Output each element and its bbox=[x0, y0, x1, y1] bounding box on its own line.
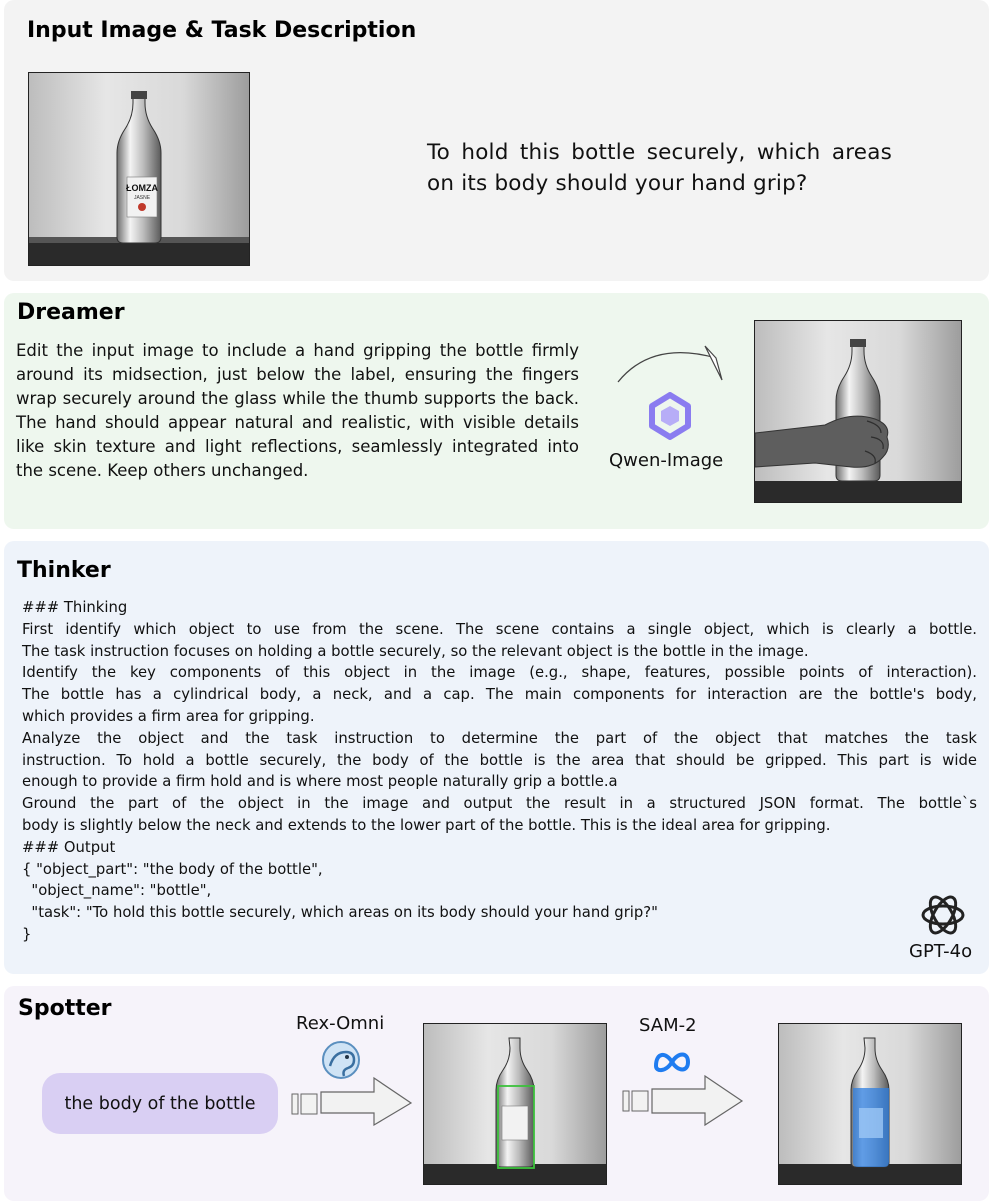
thinker-line: Ground the part of the object in the image and output the result in a structured JSON format. The bottle`s bbox=[22, 795, 977, 813]
thinker-line: ### Thinking bbox=[22, 599, 128, 616]
gpt4o-label: GPT-4o bbox=[909, 941, 973, 962]
qwen-logo-icon bbox=[646, 392, 694, 440]
detection-image bbox=[423, 1023, 607, 1185]
thinker-line: instruction. To hold a bottle securely, the body of the bottle is the area that should be gripped. This part is wide bbox=[22, 751, 977, 769]
arrow-to-segmentation bbox=[621, 1075, 746, 1127]
thinker-line: Analyze the object and the task instruction to determine the part of the object that matches the task bbox=[22, 729, 977, 747]
thinker-line: The bottle has a cylindrical body, a neck, and a cap. The main components for interaction are the bottle's body, bbox=[22, 686, 977, 704]
input-bottle-sublabel-text: JASNE bbox=[133, 195, 151, 201]
thinker-line: "object_name": "bottle", bbox=[22, 882, 212, 900]
qwen-image-label: Qwen-Image bbox=[609, 450, 724, 471]
thinker-line: { "object_part": "the body of the bottle", bbox=[22, 860, 323, 878]
thinker-line: ### Output bbox=[22, 838, 116, 856]
curved-arrow bbox=[612, 340, 727, 390]
thinker-line: "task": "To hold this bottle securely, which areas on its body should your hand grip?" bbox=[22, 904, 658, 922]
task-question: To hold this bottle securely, which areas on its body should your hand grip? bbox=[427, 140, 892, 196]
thinker-line: Identify the key components of this object in the image (e.g., shape, features, possible points of interaction). bbox=[22, 664, 977, 682]
thinker-reasoning bbox=[22, 597, 977, 946]
thinker-panel-title: Thinker bbox=[17, 558, 111, 583]
dreamer-hand-image bbox=[754, 320, 962, 503]
thinker-line: body is slightly below the neck and extends to the lower part of the bottle. This is the ideal area for gripping. bbox=[22, 816, 831, 834]
input-bottle-image bbox=[28, 72, 250, 266]
thinker-line: enough to provide a firm hold and is where most people naturally grip a bottle.a bbox=[22, 773, 618, 791]
dreamer-panel-title: Dreamer bbox=[17, 300, 125, 325]
input-bottle-label-text: ŁOMZA bbox=[126, 183, 158, 193]
meta-logo-icon bbox=[652, 1050, 692, 1074]
arrow-to-detection bbox=[290, 1075, 415, 1127]
spotter-panel-title: Spotter bbox=[18, 996, 112, 1021]
thinker-line: The task instruction focuses on holding a bottle securely, so the relevant object is the bottle in the image. bbox=[22, 642, 809, 660]
thinker-line: } bbox=[22, 925, 32, 943]
segmentation-image bbox=[778, 1023, 962, 1185]
query-pill: the body of the bottle bbox=[42, 1073, 278, 1134]
thinker-line: which provides a firm area for gripping. bbox=[22, 707, 315, 725]
input-panel-title: Input Image & Task Description bbox=[27, 18, 417, 43]
dreamer-prompt: Edit the input image to include a hand gripping the bottle firmly around its midsection, just below the label, ensuring the fingers wrap securely around the glass while the thumb supports the back. The hand should appear natural and realistic, with visible details like skin texture and light reflections, seamlessly integrated into the scene. Keep others unchanged. bbox=[16, 341, 579, 480]
openai-logo-icon bbox=[918, 892, 968, 938]
thinker-line: First identify which object to use from the scene. The scene contains a single object, which is clearly a bottle. bbox=[22, 620, 977, 638]
sam2-label: SAM-2 bbox=[639, 1015, 697, 1036]
rex-omni-label: Rex-Omni bbox=[296, 1013, 385, 1034]
